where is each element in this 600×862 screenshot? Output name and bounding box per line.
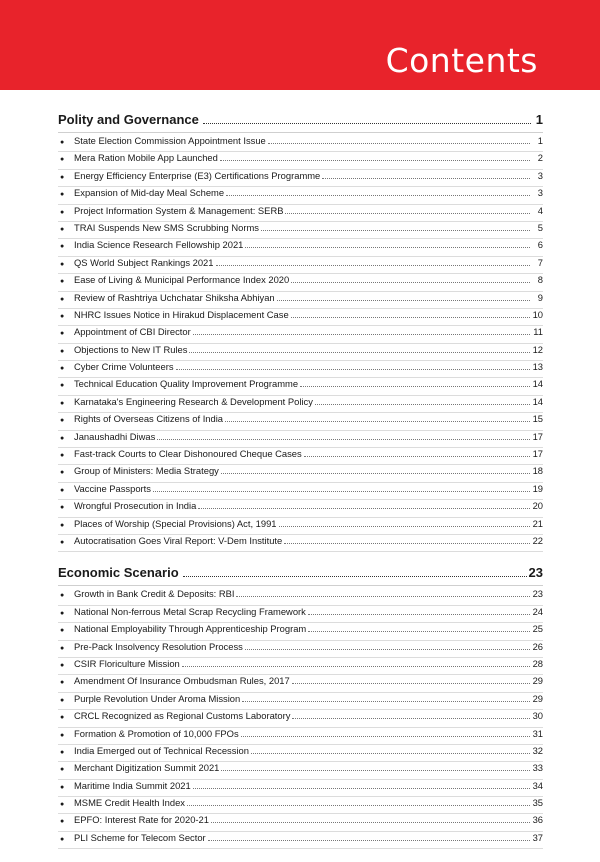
- entry-page-number: 18: [532, 465, 543, 477]
- dot-leader: [242, 701, 529, 702]
- entry-label: Amendment Of Insurance Ombudsman Rules, 2017: [74, 675, 290, 687]
- toc-entry[interactable]: [58, 465, 543, 482]
- bullet-icon: ●: [60, 208, 65, 216]
- dot-leader: [279, 526, 530, 527]
- entry-page-number: 2: [537, 152, 543, 164]
- entry-page-number: 14: [532, 378, 543, 390]
- toc-entry[interactable]: [58, 762, 543, 779]
- entry-label: Janaushadhi Diwas: [74, 430, 156, 442]
- bullet-icon: ●: [60, 191, 65, 199]
- dot-leader: [216, 265, 531, 266]
- entry-label: Maritime India Summit 2021: [74, 779, 191, 791]
- toc-entry[interactable]: [58, 361, 543, 378]
- entry-page-number: 37: [532, 831, 543, 843]
- entry-label: NHRC Issues Notice in Hirakud Displacement Case: [74, 308, 289, 320]
- dot-leader: [245, 649, 530, 650]
- entry-page-number: 31: [532, 727, 543, 739]
- entry-page-number: 17: [532, 448, 543, 460]
- bullet-icon: ●: [60, 278, 65, 286]
- toc-entry[interactable]: [58, 448, 543, 465]
- toc-entry[interactable]: [58, 170, 543, 187]
- bullet-icon: ●: [60, 312, 65, 320]
- dot-leader: [157, 439, 529, 440]
- entry-label: EPFO: Interest Rate for 2020-21: [74, 814, 209, 826]
- header-banner: [0, 0, 600, 90]
- toc-entry[interactable]: [58, 257, 543, 274]
- toc-entry[interactable]: [58, 239, 543, 256]
- entry-label: Objections to New IT Rules: [74, 343, 188, 355]
- entry-label: TRAI Suspends New SMS Scrubbing Norms: [74, 221, 259, 233]
- section-title: Economic Scenario: [58, 565, 179, 581]
- entry-list: [58, 135, 543, 552]
- bullet-icon: ●: [60, 382, 65, 390]
- entry-label: Review of Rashtriya Uchchatar Shiksha Abhiyan: [74, 291, 275, 303]
- dot-leader: [211, 822, 530, 823]
- section-page-number: 1: [535, 112, 543, 127]
- dot-leader: [292, 683, 530, 684]
- page-title: Contents: [385, 41, 538, 80]
- entry-label: Formation & Promotion of 10,000 FPOs: [74, 727, 239, 739]
- toc-entry[interactable]: [58, 378, 543, 395]
- entry-label: Pre-Pack Insolvency Resolution Process: [74, 640, 243, 652]
- toc-entry[interactable]: [58, 675, 543, 692]
- entry-label: Cyber Crime Volunteers: [74, 361, 174, 373]
- bullet-icon: ●: [60, 434, 65, 442]
- toc-entry[interactable]: [58, 814, 543, 831]
- entry-label: Purple Revolution Under Aroma Mission: [74, 692, 241, 704]
- entry-label: National Non-ferrous Metal Scrap Recycling Framework: [74, 605, 306, 617]
- entry-page-number: 21: [532, 517, 543, 529]
- toc-entry[interactable]: [58, 413, 543, 430]
- entry-label: India Science Research Fellowship 2021: [74, 239, 244, 251]
- dot-leader: [308, 614, 530, 615]
- dot-leader: [193, 334, 530, 335]
- dot-leader: [277, 300, 530, 301]
- dot-leader: [193, 788, 530, 789]
- entry-page-number: 14: [532, 395, 543, 407]
- entry-list: [58, 588, 543, 849]
- entry-page-number: 5: [537, 221, 543, 233]
- entry-page-number: 11: [533, 326, 543, 338]
- entry-page-number: 32: [532, 744, 543, 756]
- toc-entry[interactable]: [58, 326, 543, 343]
- dot-leader: [176, 369, 530, 370]
- bullet-icon: ●: [60, 661, 65, 669]
- dot-leader: [221, 473, 530, 474]
- bullet-icon: ●: [60, 486, 65, 494]
- entry-page-number: 15: [532, 413, 543, 425]
- entry-page-number: 7: [537, 256, 543, 268]
- entry-page-number: 17: [532, 430, 543, 442]
- dot-leader: [153, 491, 530, 492]
- entry-page-number: 35: [532, 797, 543, 809]
- dot-leader: [291, 282, 530, 283]
- entry-label: PLI Scheme for Telecom Sector: [74, 831, 206, 843]
- table-of-contents: [58, 112, 543, 862]
- toc-entry[interactable]: [58, 274, 543, 291]
- bullet-icon: ●: [60, 156, 65, 164]
- entry-label: Energy Efficiency Enterprise (E3) Certifications Programme: [74, 169, 321, 181]
- entry-page-number: 9: [537, 291, 543, 303]
- dot-leader: [226, 195, 530, 196]
- dot-leader: [225, 421, 530, 422]
- bullet-icon: ●: [60, 469, 65, 477]
- bullet-icon: ●: [60, 679, 65, 687]
- dot-leader: [284, 543, 529, 544]
- bullet-icon: ●: [60, 504, 65, 512]
- bullet-icon: ●: [60, 783, 65, 791]
- bullet-icon: ●: [60, 731, 65, 739]
- dot-leader: [189, 352, 529, 353]
- bullet-icon: ●: [60, 627, 65, 635]
- entry-label: National Employability Through Apprenticeship Program: [74, 623, 307, 635]
- toc-entry[interactable]: [58, 152, 543, 169]
- bullet-icon: ●: [60, 452, 65, 460]
- bullet-icon: ●: [60, 835, 65, 843]
- bullet-icon: ●: [60, 714, 65, 722]
- entry-page-number: 8: [537, 274, 543, 286]
- dot-leader: [285, 213, 530, 214]
- toc-entry[interactable]: [58, 396, 543, 413]
- entry-page-number: 29: [532, 692, 543, 704]
- dot-leader: [315, 404, 530, 405]
- toc-entry[interactable]: [58, 309, 543, 326]
- dot-leader: [292, 718, 529, 719]
- bullet-icon: ●: [60, 766, 65, 774]
- toc-entry[interactable]: [58, 222, 543, 239]
- entry-page-number: 33: [532, 762, 543, 774]
- dot-leader: [304, 456, 530, 457]
- toc-entry[interactable]: [58, 728, 543, 745]
- toc-entry[interactable]: [58, 535, 543, 552]
- bullet-icon: ●: [60, 696, 65, 704]
- section-heading[interactable]: [58, 565, 543, 586]
- bullet-icon: ●: [60, 801, 65, 809]
- bullet-icon: ●: [60, 399, 65, 407]
- entry-page-number: 30: [532, 710, 543, 722]
- dot-leader: [268, 143, 530, 144]
- entry-label: CSIR Floriculture Mission: [74, 657, 180, 669]
- dot-leader: [208, 840, 530, 841]
- entry-label: Karnataka's Engineering Research & Development Policy: [74, 395, 313, 407]
- bullet-icon: ●: [60, 243, 65, 251]
- bullet-icon: ●: [60, 538, 65, 546]
- toc-entry[interactable]: [58, 623, 543, 640]
- entry-page-number: 36: [532, 814, 543, 826]
- entry-page-number: 28: [532, 657, 543, 669]
- toc-entry[interactable]: [58, 658, 543, 675]
- section-heading[interactable]: [58, 112, 543, 133]
- entry-label: Wrongful Prosecution in India: [74, 500, 197, 512]
- bullet-icon: ●: [60, 644, 65, 652]
- dot-leader: [187, 805, 530, 806]
- bullet-icon: ●: [60, 609, 65, 617]
- bullet-icon: ●: [60, 347, 65, 355]
- entry-label: Technical Education Quality Improvement Programme: [74, 378, 299, 390]
- entry-page-number: 22: [532, 534, 543, 546]
- dot-leader: [322, 178, 530, 179]
- entry-page-number: 3: [537, 187, 543, 199]
- entry-label: Vaccine Passports: [74, 482, 151, 494]
- dot-leader: [236, 596, 529, 597]
- entry-label: Autocratisation Goes Viral Report: V-Dem Institute: [74, 534, 283, 546]
- bullet-icon: ●: [60, 260, 65, 268]
- bullet-icon: ●: [60, 417, 65, 425]
- entry-page-number: 34: [532, 779, 543, 791]
- entry-page-number: 4: [537, 204, 543, 216]
- toc-entry[interactable]: [58, 693, 543, 710]
- entry-page-number: 13: [532, 361, 543, 373]
- dot-leader: [183, 576, 527, 577]
- toc-entry[interactable]: [58, 518, 543, 535]
- entry-page-number: 19: [532, 482, 543, 494]
- bullet-icon: ●: [60, 330, 65, 338]
- entry-page-number: 25: [532, 623, 543, 635]
- entry-label: CRCL Recognized as Regional Customs Laboratory: [74, 710, 291, 722]
- dot-leader: [241, 736, 530, 737]
- entry-page-number: 10: [532, 308, 543, 320]
- entry-label: Rights of Overseas Citizens of India: [74, 413, 224, 425]
- bullet-icon: ●: [60, 139, 65, 146]
- dot-leader: [220, 160, 530, 161]
- toc-entry[interactable]: [58, 606, 543, 623]
- toc-entry[interactable]: [58, 832, 543, 849]
- entry-page-number: 6: [537, 239, 543, 251]
- bullet-icon: ●: [60, 225, 65, 233]
- toc-entry[interactable]: [58, 431, 543, 448]
- toc-entry[interactable]: [58, 135, 543, 152]
- entry-page-number: 3: [537, 169, 543, 181]
- dot-leader: [245, 247, 530, 248]
- entry-page-number: 26: [532, 640, 543, 652]
- dot-leader: [221, 770, 529, 771]
- entry-label: Group of Ministers: Media Strategy: [74, 465, 219, 477]
- dot-leader: [291, 317, 530, 318]
- dot-leader: [308, 631, 529, 632]
- entry-page-number: 20: [532, 500, 543, 512]
- entry-label: Merchant Digitization Summit 2021: [74, 762, 220, 774]
- toc-entry[interactable]: [58, 710, 543, 727]
- entry-label: Mera Ration Mobile App Launched: [74, 152, 218, 164]
- bullet-icon: ●: [60, 173, 65, 181]
- entry-page-number: 23: [532, 588, 543, 600]
- bullet-icon: ●: [60, 748, 65, 756]
- entry-page-number: 29: [532, 675, 543, 687]
- entry-label: Appointment of CBI Director: [74, 326, 191, 338]
- dot-leader: [182, 666, 530, 667]
- entry-label: Project Information System & Management: SERB: [74, 204, 284, 216]
- entry-label: MSME Credit Health Index: [74, 797, 185, 809]
- bullet-icon: ●: [60, 592, 65, 600]
- entry-label: Growth in Bank Credit & Deposits: RBI: [74, 588, 235, 600]
- dot-leader: [261, 230, 530, 231]
- toc-entry[interactable]: [58, 745, 543, 762]
- section-title: Polity and Governance: [58, 112, 199, 127]
- bullet-icon: ●: [60, 365, 65, 373]
- entry-page-number: 12: [532, 343, 543, 355]
- entry-page-number: 24: [532, 605, 543, 617]
- toc-entry[interactable]: [58, 344, 543, 361]
- toc-entry[interactable]: [58, 483, 543, 500]
- dot-leader: [251, 753, 530, 754]
- dot-leader: [198, 508, 529, 509]
- toc-entry[interactable]: [58, 641, 543, 658]
- toc-entry[interactable]: [58, 797, 543, 814]
- toc-entry[interactable]: [58, 780, 543, 797]
- bullet-icon: ●: [60, 818, 65, 826]
- entry-label: Expansion of Mid-day Meal Scheme: [74, 187, 225, 199]
- dot-leader: [300, 386, 530, 387]
- bullet-icon: ●: [60, 295, 65, 303]
- toc-entry[interactable]: [58, 500, 543, 517]
- entry-label: QS World Subject Rankings 2021: [74, 256, 214, 268]
- entry-label: Places of Worship (Special Provisions) Act, 1991: [74, 517, 277, 529]
- entry-page-number: 1: [537, 135, 543, 146]
- bullet-icon: ●: [60, 521, 65, 529]
- section-page-number: 23: [528, 565, 543, 581]
- toc-entry[interactable]: [58, 187, 543, 204]
- dot-leader: [203, 123, 531, 124]
- entry-label: State Election Commission Appointment Issue: [74, 135, 266, 146]
- toc-entry[interactable]: [58, 292, 543, 309]
- toc-entry[interactable]: [58, 588, 543, 605]
- entry-label: India Emerged out of Technical Recession: [74, 744, 249, 756]
- toc-entry[interactable]: [58, 205, 543, 222]
- entry-label: Ease of Living & Municipal Performance Index 2020: [74, 274, 290, 286]
- entry-label: Fast-track Courts to Clear Dishonoured Cheque Cases: [74, 448, 302, 460]
